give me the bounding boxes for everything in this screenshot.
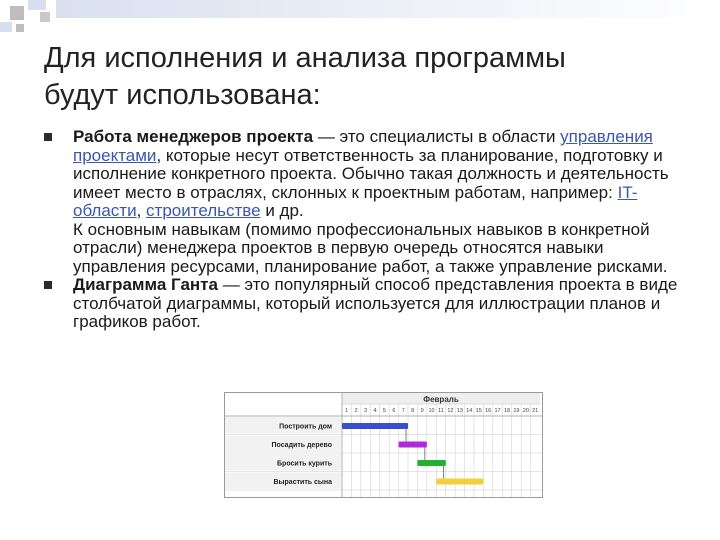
decor-square [28,0,46,10]
bullet-icon [44,133,52,141]
day-label: 11 [438,408,444,414]
task-bar [436,479,483,485]
decor-square [10,6,24,20]
day-label: 6 [392,408,396,414]
task-bar [417,460,445,466]
day-label: 14 [466,408,473,414]
task-name: Построить дом [279,423,332,431]
day-label: 5 [382,408,386,414]
task-bar [399,442,427,448]
slide-title [44,40,684,114]
bullet-icon [44,281,52,289]
day-label: 8 [411,408,415,414]
day-label: 7 [401,408,405,414]
link-it[interactable]: IT-области [73,182,638,220]
day-label: 9 [420,408,424,414]
item-text: и др. [260,201,304,220]
day-label: 10 [428,408,435,414]
header-decoration [0,0,720,40]
month-label: Февраль [423,395,459,404]
task-name: Вырастить сына [273,478,332,486]
day-label: 21 [532,408,539,414]
item-text: — это специалисты в области [313,127,561,146]
item-body [73,276,684,332]
item-term: Работа менеджеров проекта [73,127,314,146]
decor-bar [56,0,720,18]
task-name: Бросить курить [277,460,332,468]
bullet-list [44,128,684,332]
item-text: , [136,201,147,220]
day-label: 19 [513,408,520,414]
link-construction[interactable]: строительстве [146,201,261,220]
item-term: Диаграмма Ганта [73,275,218,294]
list-item [44,128,684,276]
list-item [44,276,684,332]
day-label: 18 [503,408,511,414]
title-line-1: Для исполнения и анализа программы [44,42,566,74]
item-body [73,128,684,276]
day-label: 3 [364,408,368,414]
item-paragraph: К основным навыкам (помимо профессиональных навыков в конкретной отрасли) менеджера проектов в первую очередь относятся навыки управления ресурсами, планирование работ, а также управление рисками. [73,219,668,276]
day-label: 15 [475,408,482,414]
task-name: Посадить дерево [271,441,332,449]
gantt-chart [224,392,543,498]
day-label: 13 [456,408,463,414]
decor-square [40,12,50,22]
item-text: — это популярный способ представления проекта в виде столбчатой диаграммы, который используется для иллюстрации планов и графиков работ. [73,275,678,331]
day-label: 16 [485,408,492,414]
decor-square [16,24,24,32]
day-label: 12 [447,408,454,414]
day-label: 2 [354,408,358,414]
day-label: 20 [522,408,529,414]
day-label: 1 [345,408,349,414]
item-text: , которые несут ответственность за планирование, подготовку и исполнение конкретного проекта. Обычно такая должность и деятельность имеет место в отраслях, склонных к проектным работам, например: [73,145,669,202]
title-line-2: будут использована: [44,79,321,111]
day-label: 17 [494,408,501,414]
link-project-management[interactable]: управления проектами [73,127,653,165]
task-bar [342,423,408,429]
day-label: 4 [373,408,377,414]
decor-square [0,22,12,32]
